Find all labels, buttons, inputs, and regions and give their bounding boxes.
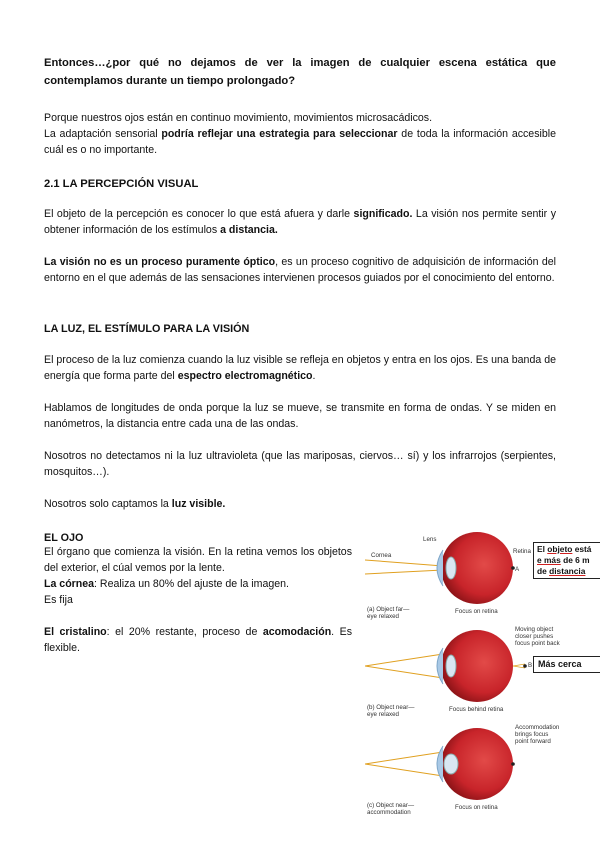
lens-b — [446, 655, 456, 677]
eye-p4-b: : el 20% restante, proceso de — [106, 626, 263, 638]
caption-b: (b) Object near— eye relaxed — [367, 704, 415, 718]
intro-p2-a: La adaptación sensorial — [44, 128, 162, 140]
vision-p1-c: La visión nos permite sentir y obtener información de los estímulos — [44, 208, 556, 236]
ray-c2 — [365, 764, 443, 776]
note1-d: e más — [537, 555, 561, 565]
light-p4-a: Nosotros solo captamos la — [44, 498, 172, 510]
ray-b1 — [365, 654, 443, 666]
ray-a2 — [365, 570, 443, 574]
note1-a: El — [537, 544, 548, 554]
annotation-closer: Más cerca — [533, 656, 600, 673]
caption-a: (a) Object far— eye relaxed — [367, 606, 410, 620]
focus-point-b — [523, 664, 527, 668]
label-b: B — [528, 662, 533, 669]
lens-a — [446, 557, 456, 579]
label-focus-on-retina: Focus on retina — [455, 608, 498, 615]
intro-p2-c: de toda la información accesible cuál es o no importante. — [44, 128, 556, 156]
intro-question: Entonces…¿por qué no dejamos de ver la imagen de cualquier escena estática que contemplamos durante un tiempo prolongado? — [44, 57, 556, 87]
intro-p1-text: Porque nuestros ojos están en continuo movimiento, movimientos microsacádicos. — [44, 112, 433, 124]
vision-p2-bold: La visión no es un proceso puramente óptico — [44, 256, 276, 268]
ray-a1 — [365, 560, 443, 566]
vision-paragraph-1 — [44, 206, 556, 238]
eye-p2-bold: La córnea — [44, 578, 95, 590]
light-paragraph-1 — [44, 352, 556, 384]
light-p1-a: El proceso de la luz comienza cuando la luz visible se refleja en objetos y entra en los ojos. Es una banda de energía que forma parte del — [44, 354, 556, 382]
section-title-vision: 2.1 LA PERCEPCIÓN VISUAL — [44, 178, 199, 190]
light-p1-bold: espectro electromagnético — [177, 370, 313, 382]
cornea-a — [437, 550, 443, 586]
intro-paragraph-1 — [44, 110, 556, 158]
label-retina: Retina — [513, 548, 531, 555]
vision-p1-a: El objeto de la percepción es conocer lo que está afuera y darle — [44, 208, 354, 220]
label-cornea: Cornea — [371, 552, 392, 559]
cornea-b — [437, 648, 443, 684]
lens-c — [444, 754, 458, 774]
focus-point-c — [511, 762, 515, 766]
note1-c: está — [572, 544, 592, 554]
eye-diagram-near-accommodation — [365, 728, 515, 800]
vision-p1-bold-1: significado. — [353, 208, 413, 220]
section-title-light: LA LUZ, EL ESTÍMULO PARA LA VISIÓN — [44, 323, 250, 335]
cornea-c — [437, 746, 443, 782]
eye-diagram-near-relaxed — [365, 630, 527, 702]
eye-p1: El órgano que comienza la visión. En la retina vemos los objetos del exterior, el cúal vemos por la lente. — [44, 546, 352, 574]
vision-paragraph-2 — [44, 254, 556, 286]
note1-e: de 6 m de — [537, 555, 590, 576]
eye-p3: Es fija — [44, 594, 73, 606]
light-paragraph-3: Nosotros no detectamos ni la luz ultravioleta (que las mariposas, ciervos… sí) y los infrarrojos (serpientes, mosquitos…). — [44, 450, 556, 478]
ray-b2 — [365, 666, 443, 678]
light-paragraph-2: Hablamos de longitudes de onda porque la luz se mueve, se transmite en forma de ondas. Y se miden en nanómetros, la distancia entre cada una de las ondas. — [44, 402, 556, 430]
eye-paragraph-2 — [44, 624, 352, 656]
label-a: A — [515, 566, 520, 573]
eye-p4-bold-1: El cristalino — [44, 626, 107, 638]
label-moving-object: Moving object closer pushes focus point back — [515, 626, 560, 647]
vision-p1-bold-2: a distancia. — [220, 224, 278, 236]
annotation-far-distance — [533, 542, 600, 579]
note1-b: objeto — [547, 544, 573, 554]
eye-paragraph-1 — [44, 544, 352, 608]
eye-focus-figure — [365, 530, 600, 830]
light-p4-bold: luz visible. — [171, 498, 226, 510]
vision-p2-b: , es un proceso cognitivo de adquisición de información del entorno en el que además de las sensaciones intervienen procesos guiados por el conocimiento del entorno. — [44, 256, 556, 284]
section-title-eye: EL OJO — [44, 532, 84, 544]
label-focus-behind: Focus behind retina — [449, 706, 504, 713]
eye-p4-bold-2: acomodación — [262, 626, 332, 638]
intro-p2-bold: podría reflejar una estrategia para seleccionar — [161, 128, 398, 140]
note1-f: distancia — [549, 566, 586, 576]
light-p1-c: . — [312, 370, 316, 382]
eye-p4-d: . Es flexible. — [44, 626, 353, 654]
caption-c: (c) Object near— accommodation — [367, 802, 415, 816]
label-accommodation: Accommodation brings focus point forward — [515, 724, 560, 745]
label-focus-on-retina-c: Focus on retina — [455, 804, 498, 811]
ray-c1 — [365, 752, 443, 764]
light-paragraph-4 — [44, 496, 556, 512]
label-lens: Lens — [423, 536, 437, 543]
eye-diagram-far — [365, 532, 515, 604]
eye-p2-b: : Realiza un 80% del ajuste de la imagen. — [94, 578, 289, 590]
